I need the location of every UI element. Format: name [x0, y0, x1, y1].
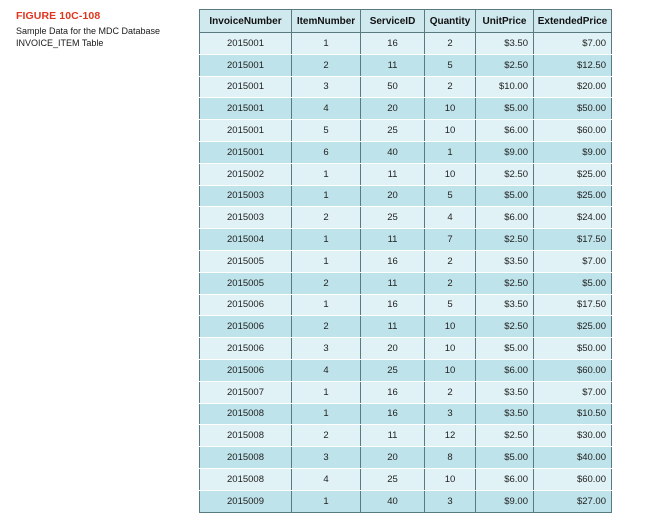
table-row — [200, 272, 612, 294]
table-header-row — [200, 10, 612, 33]
cell-unitprice: $2.50 — [476, 425, 534, 447]
cell-serviceid: 11 — [361, 272, 425, 294]
cell-extendedprice: $12.50 — [534, 54, 612, 76]
cell-unitprice: $2.50 — [476, 229, 534, 251]
cell-extendedprice: $10.50 — [534, 403, 612, 425]
cell-serviceid: 16 — [361, 403, 425, 425]
cell-unitprice: $5.00 — [476, 185, 534, 207]
cell-invoicenumber: 2015008 — [200, 447, 292, 469]
cell-quantity: 10 — [425, 98, 476, 120]
cell-itemnumber: 1 — [292, 490, 361, 512]
cell-quantity: 5 — [425, 54, 476, 76]
cell-itemnumber: 2 — [292, 425, 361, 447]
cell-unitprice: $5.00 — [476, 98, 534, 120]
cell-itemnumber: 1 — [292, 163, 361, 185]
cell-unitprice: $6.00 — [476, 359, 534, 381]
column-header-serviceid: ServiceID — [361, 10, 425, 33]
cell-unitprice: $3.50 — [476, 294, 534, 316]
cell-extendedprice: $25.00 — [534, 163, 612, 185]
cell-unitprice: $2.50 — [476, 316, 534, 338]
cell-itemnumber: 4 — [292, 359, 361, 381]
cell-extendedprice: $60.00 — [534, 359, 612, 381]
table-row — [200, 33, 612, 55]
cell-itemnumber: 3 — [292, 447, 361, 469]
column-header-extendedprice: ExtendedPrice — [534, 10, 612, 33]
cell-unitprice: $2.50 — [476, 163, 534, 185]
cell-quantity: 8 — [425, 447, 476, 469]
cell-unitprice: $3.50 — [476, 403, 534, 425]
cell-unitprice: $3.50 — [476, 33, 534, 55]
cell-extendedprice: $25.00 — [534, 185, 612, 207]
column-header-invoicenumber: InvoiceNumber — [200, 10, 292, 33]
cell-unitprice: $10.00 — [476, 76, 534, 98]
cell-serviceid: 50 — [361, 76, 425, 98]
cell-itemnumber: 1 — [292, 381, 361, 403]
cell-extendedprice: $17.50 — [534, 294, 612, 316]
cell-unitprice: $6.00 — [476, 468, 534, 490]
figure-caption — [16, 10, 191, 49]
table-row — [200, 185, 612, 207]
table-row — [200, 490, 612, 512]
cell-invoicenumber: 2015008 — [200, 403, 292, 425]
cell-quantity: 10 — [425, 338, 476, 360]
cell-itemnumber: 1 — [292, 229, 361, 251]
table-row — [200, 120, 612, 142]
cell-itemnumber: 4 — [292, 468, 361, 490]
cell-unitprice: $3.50 — [476, 381, 534, 403]
cell-quantity: 10 — [425, 316, 476, 338]
cell-itemnumber: 1 — [292, 403, 361, 425]
cell-unitprice: $6.00 — [476, 120, 534, 142]
table-body — [200, 33, 612, 513]
cell-itemnumber: 1 — [292, 185, 361, 207]
cell-extendedprice: $50.00 — [534, 338, 612, 360]
table-row — [200, 338, 612, 360]
cell-invoicenumber: 2015003 — [200, 185, 292, 207]
cell-serviceid: 25 — [361, 207, 425, 229]
cell-serviceid: 16 — [361, 294, 425, 316]
cell-serviceid: 11 — [361, 316, 425, 338]
cell-unitprice: $6.00 — [476, 207, 534, 229]
cell-extendedprice: $60.00 — [534, 468, 612, 490]
cell-invoicenumber: 2015001 — [200, 98, 292, 120]
table-row — [200, 141, 612, 163]
cell-invoicenumber: 2015002 — [200, 163, 292, 185]
table-row — [200, 98, 612, 120]
cell-itemnumber: 2 — [292, 207, 361, 229]
cell-invoicenumber: 2015006 — [200, 359, 292, 381]
cell-extendedprice: $17.50 — [534, 229, 612, 251]
cell-extendedprice: $25.00 — [534, 316, 612, 338]
cell-serviceid: 16 — [361, 381, 425, 403]
cell-invoicenumber: 2015001 — [200, 33, 292, 55]
cell-extendedprice: $7.00 — [534, 33, 612, 55]
cell-unitprice: $5.00 — [476, 338, 534, 360]
figure-label: FIGURE 10C-108 — [16, 10, 101, 22]
table-row — [200, 316, 612, 338]
cell-unitprice: $3.50 — [476, 250, 534, 272]
cell-quantity: 5 — [425, 185, 476, 207]
cell-quantity: 2 — [425, 250, 476, 272]
cell-quantity: 2 — [425, 33, 476, 55]
cell-invoicenumber: 2015009 — [200, 490, 292, 512]
cell-invoicenumber: 2015004 — [200, 229, 292, 251]
cell-itemnumber: 2 — [292, 54, 361, 76]
cell-extendedprice: $5.00 — [534, 272, 612, 294]
cell-invoicenumber: 2015008 — [200, 468, 292, 490]
cell-unitprice: $9.00 — [476, 490, 534, 512]
cell-serviceid: 20 — [361, 447, 425, 469]
cell-invoicenumber: 2015005 — [200, 250, 292, 272]
cell-quantity: 2 — [425, 272, 476, 294]
cell-extendedprice: $9.00 — [534, 141, 612, 163]
cell-serviceid: 40 — [361, 490, 425, 512]
cell-serviceid: 11 — [361, 425, 425, 447]
cell-invoicenumber: 2015006 — [200, 294, 292, 316]
cell-invoicenumber: 2015001 — [200, 54, 292, 76]
cell-unitprice: $2.50 — [476, 54, 534, 76]
table-row — [200, 359, 612, 381]
cell-invoicenumber: 2015001 — [200, 120, 292, 142]
cell-quantity: 7 — [425, 229, 476, 251]
cell-itemnumber: 1 — [292, 294, 361, 316]
cell-itemnumber: 2 — [292, 316, 361, 338]
cell-extendedprice: $27.00 — [534, 490, 612, 512]
table-row — [200, 381, 612, 403]
cell-serviceid: 16 — [361, 250, 425, 272]
cell-invoicenumber: 2015007 — [200, 381, 292, 403]
cell-itemnumber: 4 — [292, 98, 361, 120]
cell-quantity: 10 — [425, 468, 476, 490]
table-row — [200, 403, 612, 425]
table-row — [200, 468, 612, 490]
cell-quantity: 4 — [425, 207, 476, 229]
cell-extendedprice: $24.00 — [534, 207, 612, 229]
column-header-unitprice: UnitPrice — [476, 10, 534, 33]
cell-invoicenumber: 2015006 — [200, 316, 292, 338]
cell-extendedprice: $7.00 — [534, 250, 612, 272]
table-row — [200, 425, 612, 447]
table-row — [200, 447, 612, 469]
cell-unitprice: $9.00 — [476, 141, 534, 163]
cell-serviceid: 25 — [361, 359, 425, 381]
table-row — [200, 76, 612, 98]
cell-quantity: 2 — [425, 381, 476, 403]
cell-itemnumber: 5 — [292, 120, 361, 142]
cell-itemnumber: 1 — [292, 33, 361, 55]
cell-quantity: 12 — [425, 425, 476, 447]
cell-quantity: 5 — [425, 294, 476, 316]
cell-serviceid: 20 — [361, 98, 425, 120]
table-row — [200, 229, 612, 251]
cell-serviceid: 11 — [361, 163, 425, 185]
cell-itemnumber: 3 — [292, 76, 361, 98]
cell-serviceid: 11 — [361, 54, 425, 76]
cell-extendedprice: $20.00 — [534, 76, 612, 98]
cell-quantity: 2 — [425, 76, 476, 98]
cell-serviceid: 11 — [361, 229, 425, 251]
cell-extendedprice: $7.00 — [534, 381, 612, 403]
cell-serviceid: 20 — [361, 338, 425, 360]
cell-invoicenumber: 2015008 — [200, 425, 292, 447]
cell-quantity: 3 — [425, 403, 476, 425]
cell-itemnumber: 1 — [292, 250, 361, 272]
cell-quantity: 10 — [425, 120, 476, 142]
table-container — [199, 9, 612, 513]
cell-invoicenumber: 2015003 — [200, 207, 292, 229]
cell-quantity: 3 — [425, 490, 476, 512]
cell-invoicenumber: 2015005 — [200, 272, 292, 294]
cell-invoicenumber: 2015006 — [200, 338, 292, 360]
cell-quantity: 10 — [425, 359, 476, 381]
cell-itemnumber: 2 — [292, 272, 361, 294]
cell-unitprice: $2.50 — [476, 272, 534, 294]
table-row — [200, 54, 612, 76]
cell-extendedprice: $50.00 — [534, 98, 612, 120]
cell-serviceid: 40 — [361, 141, 425, 163]
cell-invoicenumber: 2015001 — [200, 141, 292, 163]
cell-serviceid: 25 — [361, 120, 425, 142]
cell-serviceid: 25 — [361, 468, 425, 490]
cell-extendedprice: $40.00 — [534, 447, 612, 469]
cell-itemnumber: 3 — [292, 338, 361, 360]
table-row — [200, 163, 612, 185]
cell-serviceid: 20 — [361, 185, 425, 207]
invoice-item-table — [199, 9, 612, 513]
cell-quantity: 1 — [425, 141, 476, 163]
column-header-quantity: Quantity — [425, 10, 476, 33]
table-row — [200, 294, 612, 316]
cell-extendedprice: $60.00 — [534, 120, 612, 142]
cell-serviceid: 16 — [361, 33, 425, 55]
table-row — [200, 207, 612, 229]
cell-invoicenumber: 2015001 — [200, 76, 292, 98]
column-header-itemnumber: ItemNumber — [292, 10, 361, 33]
figure-description: Sample Data for the MDC Database INVOICE_ITEM Table — [16, 26, 161, 48]
cell-itemnumber: 6 — [292, 141, 361, 163]
cell-extendedprice: $30.00 — [534, 425, 612, 447]
table-row — [200, 250, 612, 272]
cell-unitprice: $5.00 — [476, 447, 534, 469]
cell-quantity: 10 — [425, 163, 476, 185]
